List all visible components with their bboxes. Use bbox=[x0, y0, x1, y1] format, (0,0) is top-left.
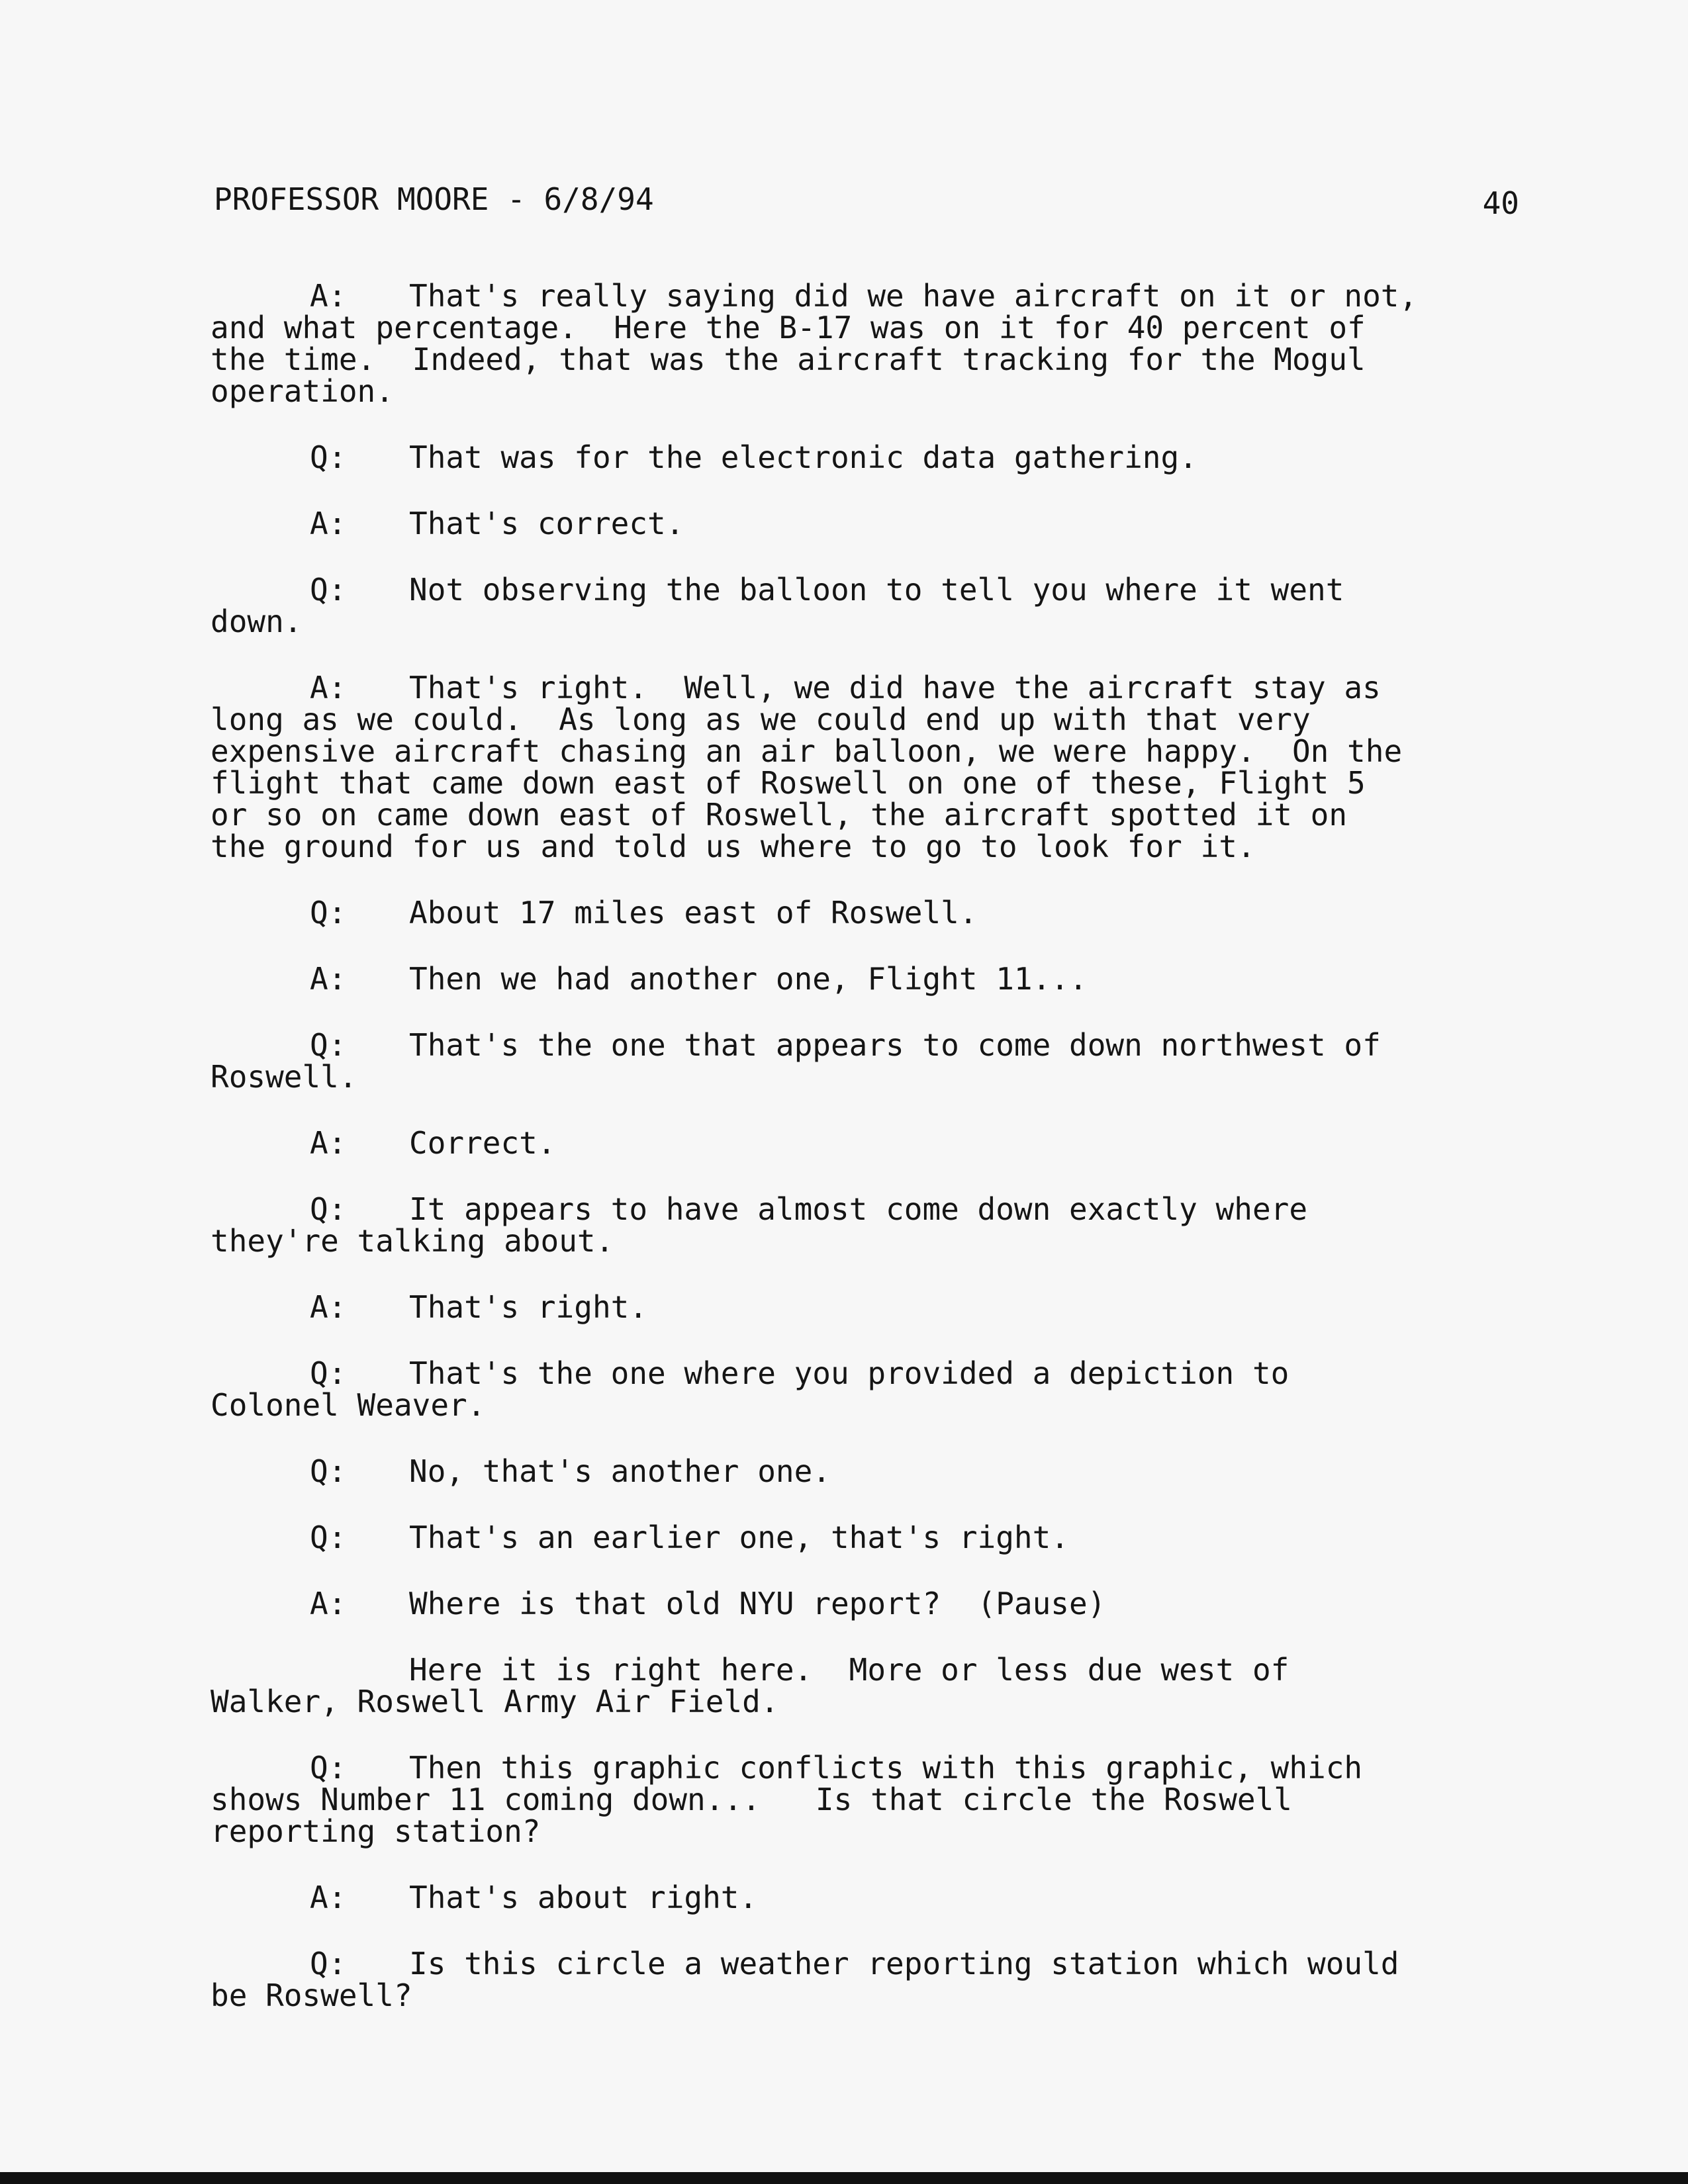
line-text: About 17 miles east of Roswell. bbox=[409, 895, 978, 931]
paragraph-first-line bbox=[211, 441, 1531, 473]
transcript-paragraph bbox=[211, 1522, 1531, 1553]
speaker-label: A: bbox=[310, 1586, 347, 1621]
line-text: Correct. bbox=[409, 1125, 556, 1161]
line-text: That's right. bbox=[409, 1289, 648, 1325]
speaker-label: Q: bbox=[310, 439, 347, 475]
speaker-label: A: bbox=[310, 1125, 347, 1161]
paragraph-first-line bbox=[211, 963, 1531, 995]
paragraph-continuation: be Roswell? bbox=[211, 1978, 412, 2013]
speaker-label: A: bbox=[310, 506, 347, 541]
line-text: That's about right. bbox=[409, 1880, 758, 1915]
transcript-paragraph bbox=[211, 441, 1531, 473]
paragraph-continuation: down. bbox=[211, 604, 303, 639]
transcript-paragraph bbox=[211, 672, 1531, 862]
paragraph-first-line bbox=[211, 1029, 1531, 1061]
paragraph-first-line bbox=[211, 508, 1531, 539]
speaker-label: Q: bbox=[310, 1027, 347, 1063]
line-text: That was for the electronic data gathering. bbox=[409, 439, 1197, 475]
paragraph-continuation: and what percentage. Here the B-17 was on it for 40 percent of the time. Indeed, that was the aircraft tracking for the Mogul operation. bbox=[211, 310, 1366, 409]
paragraph-first-line bbox=[211, 1357, 1531, 1389]
paragraph-first-line bbox=[211, 1291, 1531, 1323]
speaker-label: A: bbox=[310, 961, 347, 997]
line-text: That's correct. bbox=[409, 506, 684, 541]
paragraph-first-line bbox=[211, 574, 1531, 606]
line-text: No, that's another one. bbox=[409, 1453, 831, 1489]
paragraph-continuation: shows Number 11 coming down... Is that circle the Roswell reporting station? bbox=[211, 1782, 1292, 1849]
line-text: Where is that old NYU report? (Pause) bbox=[409, 1586, 1106, 1621]
line-text: It appears to have almost come down exactly where bbox=[409, 1191, 1308, 1227]
paragraph-first-line bbox=[211, 1882, 1531, 1913]
line-text: Then this graphic conflicts with this graphic, which bbox=[409, 1750, 1363, 1786]
line-text: Is this circle a weather reporting station which would bbox=[409, 1946, 1399, 1981]
speaker-label: Q: bbox=[310, 1750, 347, 1786]
paragraph-first-line bbox=[211, 1193, 1531, 1225]
speaker-label: Q: bbox=[310, 1520, 347, 1555]
transcript-paragraph bbox=[211, 1127, 1531, 1159]
line-text: That's really saying did we have aircraft on it or not, bbox=[409, 278, 1418, 314]
line-text: Here it is right here. More or less due west of bbox=[409, 1652, 1289, 1688]
speaker-label: A: bbox=[310, 1289, 347, 1325]
paragraph-continuation: they're talking about. bbox=[211, 1223, 614, 1259]
speaker-label: A: bbox=[310, 670, 347, 705]
transcript-paragraph bbox=[211, 1291, 1531, 1323]
speaker-label: Q: bbox=[310, 895, 347, 931]
transcript-paragraph bbox=[211, 1654, 1531, 1717]
transcript-paragraph bbox=[211, 508, 1531, 539]
paragraph-first-line bbox=[211, 1588, 1531, 1619]
transcript-paragraph bbox=[211, 280, 1531, 407]
paragraph-continuation: Colonel Weaver. bbox=[211, 1387, 486, 1423]
scan-bottom-border bbox=[0, 2172, 1688, 2184]
line-text: That's right. Well, we did have the aircraft stay as bbox=[409, 670, 1381, 705]
transcript-paragraph bbox=[211, 1193, 1531, 1257]
paragraph-first-line bbox=[211, 280, 1531, 312]
transcript-paragraph bbox=[211, 1948, 1531, 2011]
speaker-label: A: bbox=[310, 1880, 347, 1915]
line-text: That's the one that appears to come down northwest of bbox=[409, 1027, 1381, 1063]
paragraph-first-line bbox=[211, 897, 1531, 929]
transcript-paragraph bbox=[211, 897, 1531, 929]
paragraph-first-line bbox=[211, 672, 1531, 704]
speaker-label: Q: bbox=[310, 572, 347, 608]
line-text: That's the one where you provided a depiction to bbox=[409, 1355, 1289, 1391]
paragraph-first-line bbox=[211, 1752, 1531, 1784]
paragraph-continuation: Roswell. bbox=[211, 1059, 357, 1095]
transcript-paragraph bbox=[211, 1357, 1531, 1421]
paragraph-continuation: long as we could. As long as we could end up with that very expensive aircraft chasing an air balloon, we were happy. On the flight that came down east of Roswell on one of these, Flight 5 or so on came down east of Roswell, the aircraft spotted it on the ground for us and told us where to go to look for it. bbox=[211, 702, 1403, 864]
line-text: Then we had another one, Flight 11... bbox=[409, 961, 1088, 997]
transcript-paragraph bbox=[211, 963, 1531, 995]
transcript-paragraph bbox=[211, 574, 1531, 637]
paragraph-first-line bbox=[211, 1455, 1531, 1487]
page-number: 40 bbox=[1482, 185, 1519, 221]
speaker-label: Q: bbox=[310, 1355, 347, 1391]
speaker-label: Q: bbox=[310, 1946, 347, 1981]
paragraph-first-line bbox=[211, 1522, 1531, 1553]
line-text: That's an earlier one, that's right. bbox=[409, 1520, 1069, 1555]
transcript-paragraph bbox=[211, 1455, 1531, 1487]
speaker-label: Q: bbox=[310, 1453, 347, 1489]
paragraph-continuation: Walker, Roswell Army Air Field. bbox=[211, 1684, 779, 1719]
document-title: PROFESSOR MOORE - 6/8/94 bbox=[214, 181, 654, 217]
transcript-paragraph bbox=[211, 1588, 1531, 1619]
transcript-paragraph bbox=[211, 1752, 1531, 1847]
transcript-body bbox=[211, 280, 1531, 2046]
speaker-label: A: bbox=[310, 278, 347, 314]
paragraph-first-line bbox=[211, 1654, 1531, 1686]
transcript-paragraph bbox=[211, 1029, 1531, 1093]
paragraph-first-line bbox=[211, 1127, 1531, 1159]
speaker-label: Q: bbox=[310, 1191, 347, 1227]
line-text: Not observing the balloon to tell you where it went bbox=[409, 572, 1344, 608]
transcript-paragraph bbox=[211, 1882, 1531, 1913]
paragraph-first-line bbox=[211, 1948, 1531, 1979]
